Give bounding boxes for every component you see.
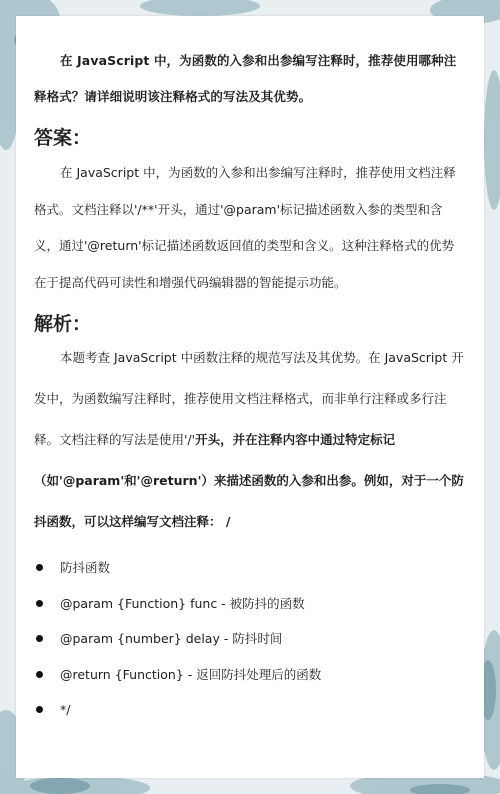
analysis-text	[34, 337, 466, 542]
bullet-icon	[36, 600, 43, 607]
analysis-text-bold: 开头，并在注释内容中通过特定标记（如'@param'和'@return'）来描述函数的入参和出参。例如，对于一个防抖函数，可以这样编写文档注释： /	[34, 432, 464, 529]
list-item: 防抖函数	[34, 550, 466, 586]
list-item: */	[34, 692, 466, 728]
document-page	[16, 16, 484, 778]
answer-heading: 答案：	[34, 127, 92, 149]
code-comment-list	[34, 550, 466, 728]
bullet-icon	[36, 671, 43, 678]
list-item: @param {Function} func - 被防抖的函数	[34, 586, 466, 622]
bullet-icon	[36, 635, 43, 642]
question-text: 在 JavaScript 中，为函数的入参和出参编写注释时，推荐使用哪种注释格式？请详细说明该注释格式的写法及其优势。	[34, 53, 457, 104]
analysis-text-normal: 本题考查 JavaScript 中函数注释的规范写法及其优势。在 JavaScript 开发中，为函数编写注释时，推荐使用文档注释格式，而非单行注释或多行注释。文档注释的写法是使用'/'	[34, 350, 464, 447]
list-item: @param {number} delay - 防抖时间	[34, 621, 466, 657]
analysis-heading: 解析：	[34, 313, 92, 335]
bullet-icon	[36, 706, 43, 713]
list-item: @return {Function} - 返回防抖处理后的函数	[34, 657, 466, 693]
answer-text: 在 JavaScript 中，为函数的入参和出参编写注释时，推荐使用文档注释格式。文档注释以'/**'开头，通过'@param'标记描述函数入参的类型和含义，通过'@return'标记描述函数返回值的类型和含义。这种注释格式的优势在于提高代码可读性和增强代码编辑器的智能提示功能。	[34, 165, 456, 290]
bullet-icon	[36, 564, 43, 571]
document-content	[34, 16, 466, 728]
